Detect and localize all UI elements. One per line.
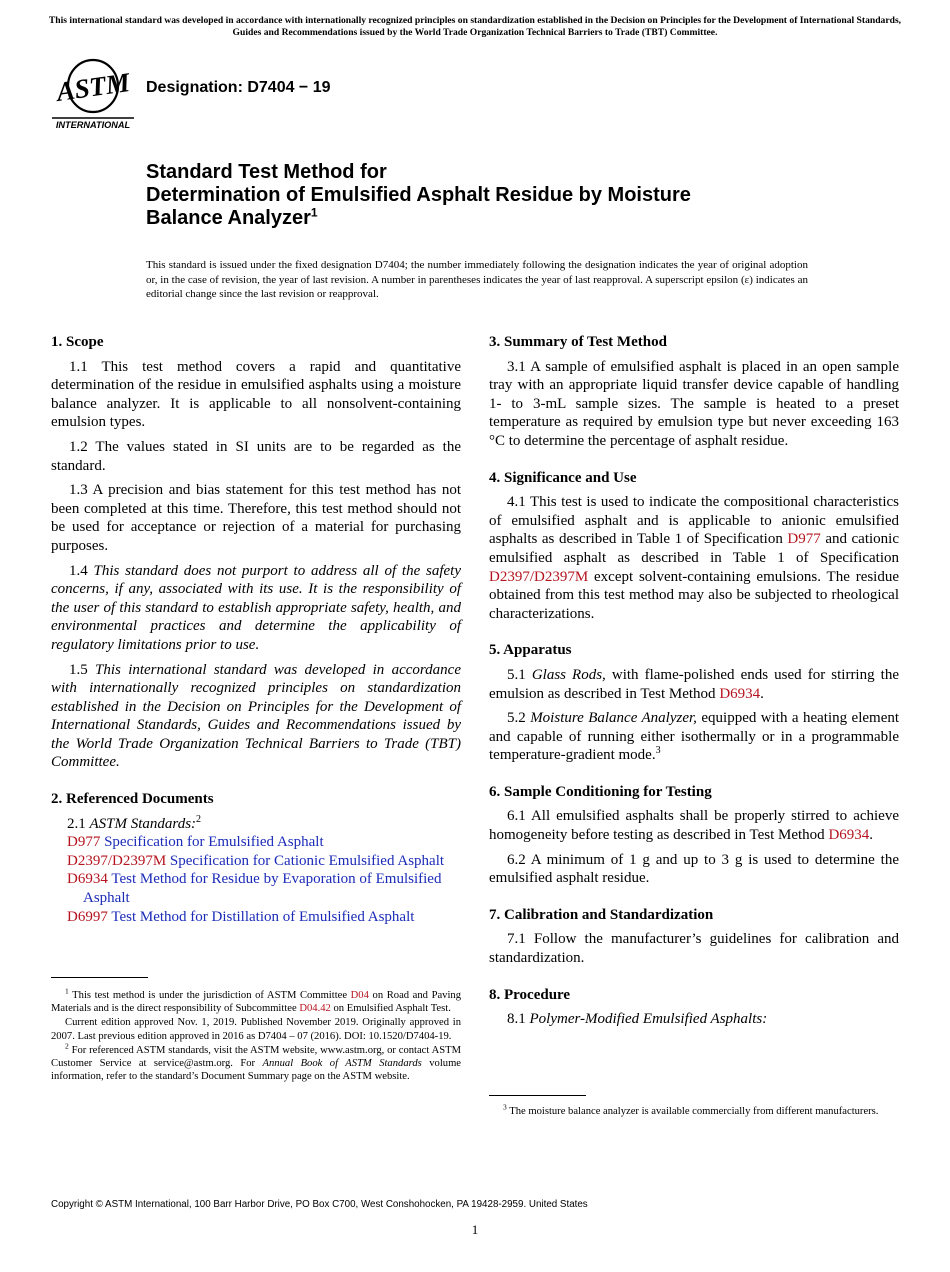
page-number: 1 — [471, 1222, 479, 1237]
astm-logo-letters: ASTM — [54, 67, 132, 107]
ref-code-link[interactable]: D6934 — [67, 871, 108, 888]
ref-title-link[interactable]: Test Method for Distillation of Emulsified Asphalt — [111, 908, 415, 925]
document-title — [146, 161, 846, 230]
para-3-1: 3.1 A sample of emulsified asphalt is placed in an open sample tray with an appropriate liquid transfer device capable of handling 1- to 3-mL sample sizes. The sample is heated to a preset temperature as required by emulsion type but never exceeding 163 °C to determine the percentage of asphalt residue. — [489, 358, 899, 449]
section-title-calibration: 7. Calibration and Standardization — [489, 906, 714, 923]
ref-code-link[interactable]: D977 — [67, 834, 101, 851]
footnotes-left — [51, 986, 462, 1084]
para-1-3: 1.3 A precision and bias statement for this test method has not been completed at this time. Therefore, this test method should not be used for acceptance or rejection of a material for purchasing purposes. — [51, 482, 461, 554]
para-4-1: 4.1 This test is used to indicate the compositional characteristics of emulsified asphalt and is applicable to anionic emulsified asphalts as described in Table 1 of Specification D977 and cationic emulsified asphalt as described in Table 1 of Specification D2397/D2397M except solvent-containing emulsions. The residue obtained from this test method may also be subjected to rheological characterizations. — [489, 494, 900, 622]
section-title-scope: 1. Scope — [51, 334, 104, 350]
para-6-1: 6.1 All emulsified asphalts shall be properly stirred to achieve homogeneity before testing as described in Test Method D6934. — [489, 808, 899, 844]
title-line-1: Standard Test Method for — [146, 161, 387, 183]
para-1-5: 1.5 This international standard was developed in accordance with internationally recognized principles on standardization established in the Decision on Principles for the Development of International Standards, Guides and Recommendations issued by the World Trade Organization Technical Barriers to Trade (TBT) Committee. — [51, 661, 461, 771]
section-title-procedure: 8. Procedure — [489, 986, 571, 1003]
footnote-1-edition: Current edition approved Nov. 1, 2019. Published November 2019. Originally approved in 2007. Last previous edition approved in 2016 as D7404 – 07 (2016). DOI: 10.1520/D7404-19. — [51, 1017, 461, 1042]
ref-item[interactable] — [67, 870, 461, 907]
title-footnote-mark: 1 — [310, 205, 318, 220]
issued-note: This standard is issued under the fixed designation D7404; the number immediately following the designation indicates the year of original adoption or, in the case of revision, the year of last revision. A number in parentheses indicates the year of last reapproval. A superscript epsilon (ε) indicates an editorial change since the last revision or reapproval. — [146, 259, 808, 300]
ref-code-link[interactable]: D2397/D2397M — [67, 852, 167, 869]
right-column — [489, 333, 899, 1035]
footnote-rule-left — [51, 977, 148, 978]
copyright-line: Copyright © ASTM International, 100 Barr Harbor Drive, PO Box C700, West Conshohocken, PA 19428-2959. United States — [51, 1199, 588, 1210]
section-title-apparatus: 5. Apparatus — [489, 642, 572, 659]
link-d2397[interactable]: D2397/D2397M — [489, 568, 589, 585]
astm-logo — [52, 56, 134, 132]
ref-item[interactable] — [67, 908, 461, 927]
ref-title-link[interactable]: Test Method for Residue by Evaporation of Emulsified Asphalt — [83, 871, 442, 907]
para-7-1: 7.1 Follow the manufacturer’s guidelines for calibration and standardization. — [489, 931, 899, 967]
para-8-1: 8.1 Polymer-Modified Emulsified Asphalts: — [507, 1011, 768, 1028]
link-d04-42[interactable]: D04.42 — [299, 1003, 331, 1015]
ref-item[interactable] — [67, 852, 461, 871]
para-1-4: 1.4 This standard does not purport to address all of the safety concerns, if any, associated with its use. It is the responsibility of the user of this standard to establish appropriate safety, health, and environmental practices and determine the applicability of regulatory limitations prior to use. — [51, 562, 462, 653]
ref-title-link[interactable]: Specification for Emulsified Asphalt — [104, 834, 324, 851]
astm-logo-band: INTERNATIONAL — [55, 120, 131, 130]
link-d6934[interactable]: D6934 — [828, 827, 870, 844]
title-line-2: Determination of Emulsified Asphalt Residue by Moisture — [146, 184, 691, 206]
section-title-referenced-documents: 2. Referenced Documents — [51, 791, 214, 808]
para-1-1: 1.1 This test method covers a rapid and quantitative determination of the residue in emulsified asphalts using a moisture balance analyzer. It is applicable to all nonsolvent-containing emulsion types. — [51, 358, 461, 431]
para-2-1: 2.1 ASTM Standards:$^2$ — [67, 813, 202, 832]
referenced-standards-list — [67, 815, 461, 927]
footnote-rule-right — [489, 1095, 586, 1096]
section-title-significance: 4. Significance and Use — [489, 469, 637, 486]
para-1-2: 1.2 The values stated in SI units are to be regarded as the standard. — [51, 438, 461, 474]
ref-title-link[interactable]: Specification for Cationic Emulsified Asphalt — [169, 852, 445, 869]
para-6-2: 6.2 A minimum of 1 g and up to 3 g is used to determine the emulsified asphalt residue. — [489, 851, 899, 887]
section-title-sample-conditioning: 6. Sample Conditioning for Testing — [489, 783, 712, 800]
link-d6934[interactable]: D6934 — [719, 685, 761, 702]
link-d04[interactable]: D04 — [350, 990, 369, 1001]
para-5-2: 5.2 Moisture Balance Analyzer, equipped with a heating element and capable of running either isothermally or in a programmable temperature-gradient mode.$^3$ — [489, 710, 900, 764]
left-column — [51, 333, 461, 926]
para-5-1: 5.1 Glass Rods, with flame-polished ends used for stirring the emulsion as described in Test Method D6934. — [489, 666, 899, 702]
footnotes-right — [489, 1102, 899, 1119]
link-d977[interactable]: D977 — [787, 531, 821, 548]
title-line-3: Balance Analyzer — [146, 207, 311, 229]
ref-code-link[interactable]: D6997 — [67, 908, 108, 925]
footnote-3: $^3$ The moisture balance analyzer is available commercially from different manufacturers. — [503, 1102, 879, 1117]
ref-item[interactable] — [67, 833, 461, 852]
footnote-2: $^2$ For referenced ASTM standards, visit the ASTM website, www.astm.org, or contact ASTM Customer Service at service@astm.org. For Annual Book of ASTM Standards volume information, refer to the standard’s Document Summary page on the ASTM website. — [51, 1041, 462, 1083]
top-notice: This international standard was developed in accordance with internationally recognized principles on standardization established in the Decision on Principles for the Development of International Standards, Guides and Recommendations issued by the World Trade Organization Technical Barriers to Trade (TBT) Committee. — [48, 15, 902, 38]
section-title-summary: 3. Summary of Test Method — [489, 334, 667, 350]
designation: Designation: D7404 − 19 — [146, 79, 331, 96]
footnote-1: $^1$ This test method is under the jurisdiction of ASTM Committee D04 on Road and Paving Materials and is the direct responsibility of Subcommittee D04.42 on Emulsified Asphalt Test. — [51, 986, 461, 1015]
